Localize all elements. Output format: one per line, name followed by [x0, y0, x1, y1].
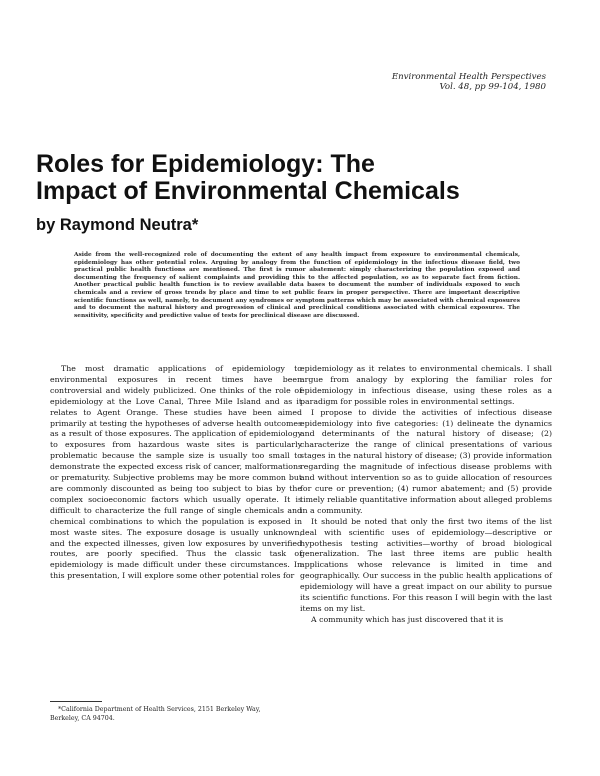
body-paragraph: epidemiology as it relates to environmental chemicals. I shall argue from analogy by exploring the familiar roles for epidemiology in infectious disease, using these roles as a paradigm for possible roles in environmental settings.: [300, 364, 552, 406]
journal-name: Environmental Health Perspectives: [391, 72, 546, 82]
body-paragraph: The most dramatic applications of epidemiology to environmental exposures in recent times have been controversial and widely publicized. One thinks of the role of epidemiology at the Love Canal, Three Mile Island and as it relates to Agent Orange. These studies have been aimed primarily at testing the hypotheses of adverse health outcomes as a result of those exposures. The application of epidemiology to exposures from hazardous waste sites is particularly problematic because the sample size is usually too small to demonstrate the expected excess risk of cancer, malformations or prematurity. Subjective problems may be more common but are commonly discounted as being too subject to bias by the complex socioeconomic factors which usually operate. It is difficult to characterize the full range of single chemicals and chemical combinations to which the population is exposed in most waste sites. The exposure dosage is usually unknown, and the expected illnesses, given low exposures by unverified routes, are poorly specified. Thus the classic task of epidemiology is made difficult under these circumstances. In this presentation, I will explore some other potential roles for: [50, 364, 302, 581]
journal-citation: [306, 72, 546, 92]
article-author: by Raymond Neutra*: [36, 216, 199, 234]
body-column-left: [50, 364, 302, 582]
title-line-1: Roles for Epidemiology: The: [36, 150, 375, 178]
body-paragraph: A community which has just discovered that it is: [311, 614, 504, 624]
article-title: [36, 151, 556, 205]
abstract: Aside from the well-recognized role of documenting the extent of any health impact from exposure to environmental chemicals, epidemiology has other potential roles. Arguing by analogy from the function of epidemiology in the infectious disease field, two practical public health functions are mentioned. The first is rumor abatement: simply characterizing the population exposed and documenting the frequency of salient complaints and providing this to the affected population, so as to separate fact from fiction. Another practical public health function is to review available data bases to document the number of individuals exposed to such chemicals and a review of gross trends by place and time to set public fears in proper perspective. There are important descriptive scientific functions as well, namely, to document any syndromes or symptom patterns which may be associated with chemical exposures and to document the natural history and progression of clinical and preclinical conditions associated with chemical exposures. The sensitivity, specificity and predictive value of tests for preclinical disease are discussed.: [74, 252, 520, 319]
body-column-right: [300, 364, 552, 626]
footnote-rule: [50, 701, 102, 702]
title-line-2: Impact of Environmental Chemicals: [36, 177, 460, 205]
body-paragraph: It should be noted that only the first two items of the list deal with scientific uses of epidemiology—descriptive or hypothesis testing activities—worthy of broad biological generalization. The last three items are public health applications whose relevance is limited in time and geographically. Our success in the public health applications of epidemiology will have a great impact on our ability to pursue its scientific functions. For this reason I will begin with the last items on my list.: [300, 516, 552, 613]
author-affiliation-footnote: *California Department of Health Services, 2151 Berkeley Way, Berkeley, CA 94704.: [50, 706, 261, 722]
body-paragraph: I propose to divide the activities of infectious disease epidemiology into five categories: (1) delineate the dynamics and determinants of the natural history of disease; (2) characterize the range of clinical presentations of various stages in the natural history of disease; (3) provide information regarding the magnitude of infectious disease problems with and without intervention so as to guide allocation of resources for cure or prevention; (4) rumor abatement; and (5) provide timely reliable quantitative information about alleged problems in a community.: [300, 407, 552, 515]
journal-volume: Vol. 48, pp 99-104, 1980: [439, 82, 546, 92]
